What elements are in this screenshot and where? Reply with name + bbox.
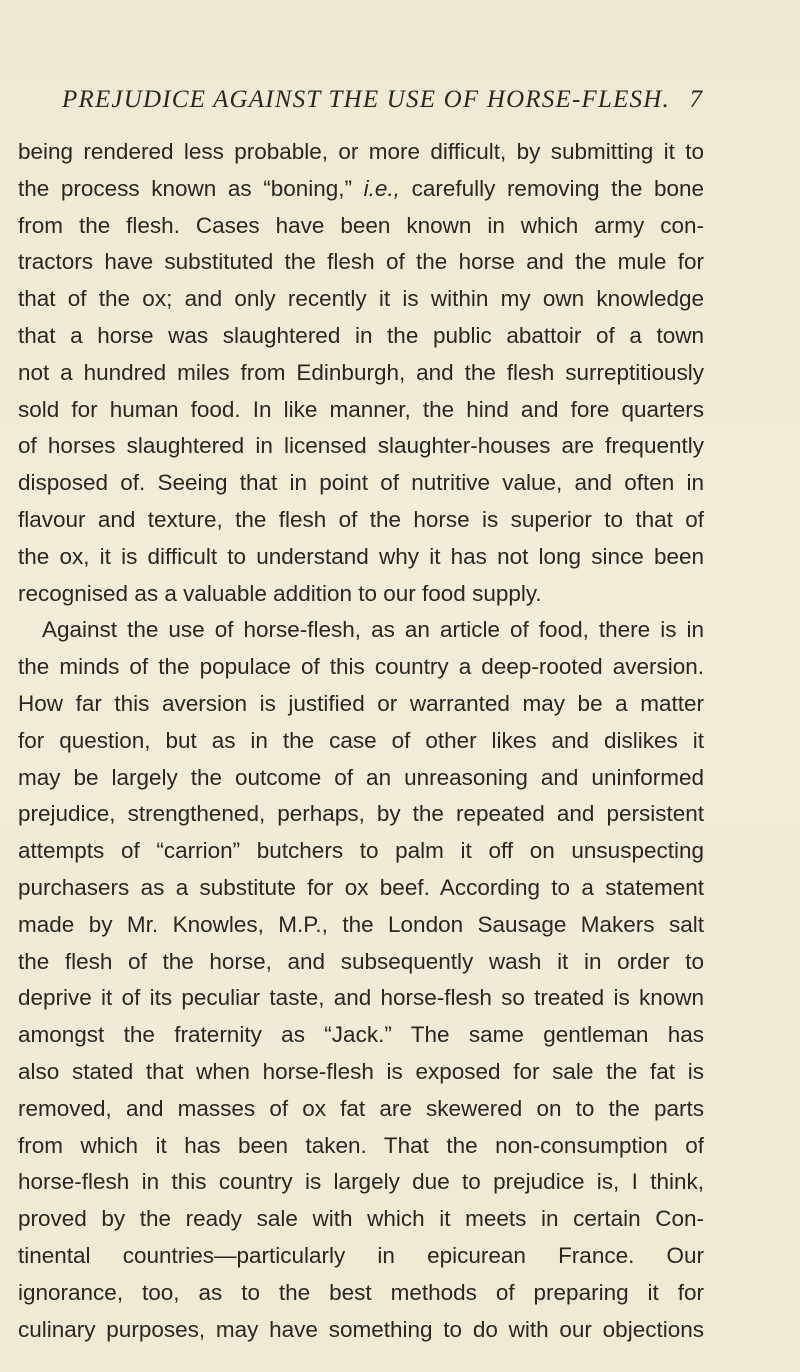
page-number: 7	[689, 86, 702, 113]
text-line	[18, 171, 704, 208]
text-line: for question, but as in the case of other likes and dislikes it	[18, 727, 704, 753]
text-segment: carefully removing the bone	[411, 175, 705, 201]
text-line: that of the ox; and only recently it is within my own knowledge	[18, 286, 704, 312]
text-line: tinental countries—particularly in epicurean France. Our	[18, 1242, 704, 1268]
text-line: removed, and masses of ox fat are skewered on to the parts	[18, 1095, 704, 1121]
running-head	[62, 86, 702, 118]
text-line: attempts of “carrion” butchers to palm it off on unsuspecting	[18, 838, 704, 864]
text-line: that a horse was slaughtered in the public abattoir of a town	[18, 322, 704, 348]
text-line: culinary purposes, may have something to do with our objections	[18, 1316, 704, 1342]
text-line: sold for human food. In like manner, the hind and fore quarters	[18, 396, 704, 422]
text-line: proved by the ready sale with which it meets in certain Con-	[18, 1206, 704, 1232]
text-line: the ox, it is difficult to understand why it has not long since been	[18, 543, 704, 569]
text-line: deprive it of its peculiar taste, and horse-flesh so treated is known	[18, 985, 704, 1011]
text-line: the flesh of the horse, and subsequently wash it in order to	[18, 948, 704, 974]
text-line: recognised as a valuable addition to our food supply.	[18, 580, 542, 606]
text-line: disposed of. Seeing that in point of nutritive value, and often in	[18, 470, 704, 496]
text-line: from the flesh. Cases have been known in which army con-	[18, 212, 704, 238]
text-line: also stated that when horse-flesh is exposed for sale the fat is	[18, 1058, 704, 1084]
text-line: purchasers as a substitute for ox beef. According to a statement	[18, 874, 704, 900]
text-line: being rendered less probable, or more difficult, by submitting it to	[18, 139, 704, 164]
text-line: flavour and texture, the flesh of the horse is superior to that of	[18, 506, 704, 532]
text-line: from which it has been taken. That the non-consumption of	[18, 1132, 704, 1158]
text-line: amongst the fraternity as “Jack.” The same gentleman has	[18, 1022, 704, 1048]
text-line: may be largely the outcome of an unreasoning and uninformed	[18, 764, 704, 790]
text-line: Against the use of horse-flesh, as an article of food, there is in	[42, 617, 704, 643]
running-title: PREJUDICE AGAINST THE USE OF HORSE-FLESH.	[62, 86, 670, 113]
text-line: the minds of the populace of this country a deep-rooted aversion.	[18, 654, 704, 680]
text-line: tractors have substituted the flesh of the horse and the mule for	[18, 249, 704, 275]
text-line: not a hundred miles from Edinburgh, and the flesh surreptitiously	[18, 359, 704, 385]
text-line: How far this aversion is justified or warranted may be a matter	[18, 690, 704, 716]
text-line: of horses slaughtered in licensed slaughter-houses are frequently	[18, 433, 704, 459]
text-segment: the process known as “boning,”	[18, 175, 353, 201]
text-line: horse-flesh in this country is largely due to prejudice is, I think,	[18, 1169, 704, 1195]
italic-abbreviation: i.e.,	[363, 175, 400, 201]
text-line: prejudice, strengthened, perhaps, by the repeated and persistent	[18, 801, 704, 827]
body-text	[18, 134, 704, 1348]
text-line: made by Mr. Knowles, M.P., the London Sausage Makers salt	[18, 911, 704, 937]
text-line: ignorance, too, as to the best methods of preparing it for	[18, 1279, 704, 1305]
